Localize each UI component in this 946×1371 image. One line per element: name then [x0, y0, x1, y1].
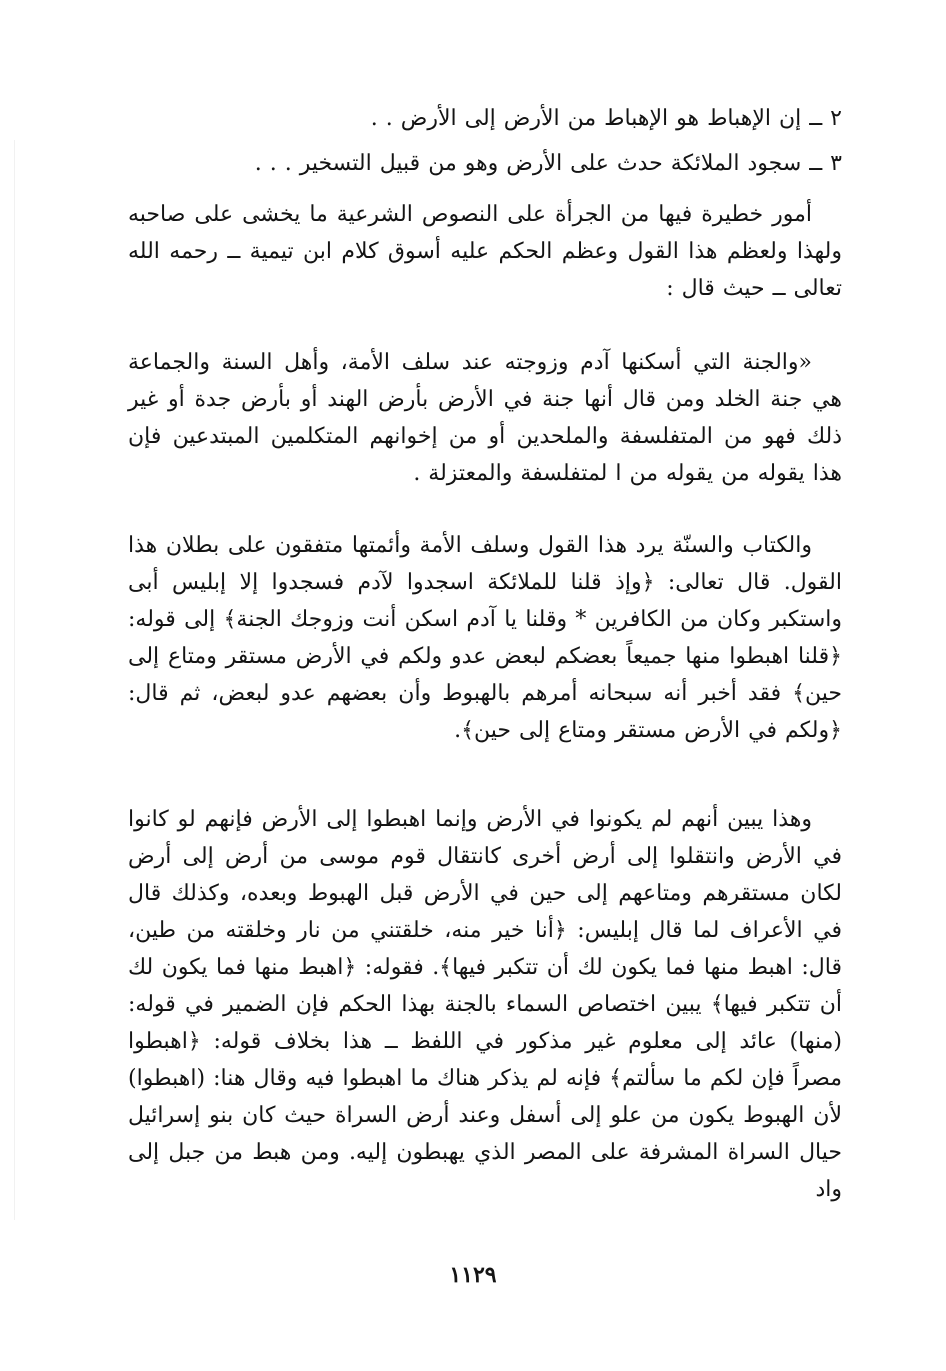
paragraph-text: والكتاب والسنّة يرد هذا القول وسلف الأمة وأئمتها متفقون على بطلان هذا القول. قال تعالى: ﴿وإذ قلنا للملائكة اسجدوا لآدم فسجدوا إلا إبليس أبى واستكبر وكان من الكافرين * وقلنا يا آدم اسكن أنت وزوجك الجنة﴾ إلى قوله: ﴿قلنا اهبطوا منها جميعاً بعضكم لبعض عدو ولكم في الأرض مستقر ومتاع إلى حين﴾ فقد أخبر أنه سبحانه أمرهم بالهبوط وأن بعضهم عدو لبعض، ثم قال: ﴿ولكم في الأرض مستقر ومتاع إلى حين﴾. — [128, 533, 842, 743]
paragraph — [128, 196, 842, 307]
list-item: ٣ ــ سجود الملائكة حدث على الأرض وهو من قبيل التسخير . . . — [254, 151, 842, 176]
paragraph-text: أمور خطيرة فيها من الجرأة على النصوص الشرعية ما يخشى على صاحبه ولهذا ولعظم هذا القول وعظم الحكم عليه أسوق كلام ابن تيمية ــ رحمه الله تعالى ــ حيث قال : — [128, 202, 842, 301]
paragraph-text: وهذا يبين أنهم لم يكونوا في الأرض وإنما اهبطوا إلى الأرض فإنهم لو كانوا في الأرض وانتقلوا إلى أرض أخرى كانتقال قوم موسى من أرض إلى أرض لكان مستقرهم ومتاعهم إلى حين في الأرض قبل الهبوط وبعده، وكذلك قال في الأعراف لما قال إبليس: ﴿أنا خير منه، خلقتني من نار وخلقته من طين، قال: اهبط منها فما يكون لك أن تتكبر فيها﴾. فقوله: ﴿اهبط منها فما يكون لك أن تتكبر فيها﴾ يبين اختصاص السماء بالجنة بهذا الحكم فإن الضمير في قوله: (منها) عائد إلى معلوم غير مذكور في اللفظ ــ هذا بخلاف قوله: ﴿اهبطوا مصراً فإن لكم ما سألتم﴾ فإنه لم يذكر هناك ما اهبطوا فيه وقال هنا: (اهبطوا) لأن الهبوط يكون من علو إلى أسفل وعند أرض السراة حيث كان بنو إسرائيل حيال السراة المشرفة على المصر الذي يهبطون إليه. ومن هبط من جبل إلى واد — [128, 807, 842, 1202]
paragraph — [128, 527, 842, 749]
page-edge-shadow — [14, 140, 15, 1220]
numbered-list — [128, 96, 842, 186]
quotation-block — [128, 344, 842, 492]
page-number: ١١٢٩ — [449, 1262, 497, 1288]
paragraph — [128, 801, 842, 1208]
list-item: ٢ ــ إن الإهباط هو الإهباط من الأرض إلى الأرض . . — [370, 106, 842, 131]
quotation-text: «والجنة التي أسكنها آدم وزوجته عند سلف الأمة، وأهل السنة والجماعة هي جنة الخلد ومن قال أنها جنة في الأرض بأرض الهند أو بأرض جدة أو غير ذلك فهو من المتفلسفة والملحدين أو من إخوانهم المتكلمين المبتدعين فإن هذا يقوله من يقوله من ا لمتفلسفة والمعتزلة . — [128, 350, 842, 486]
